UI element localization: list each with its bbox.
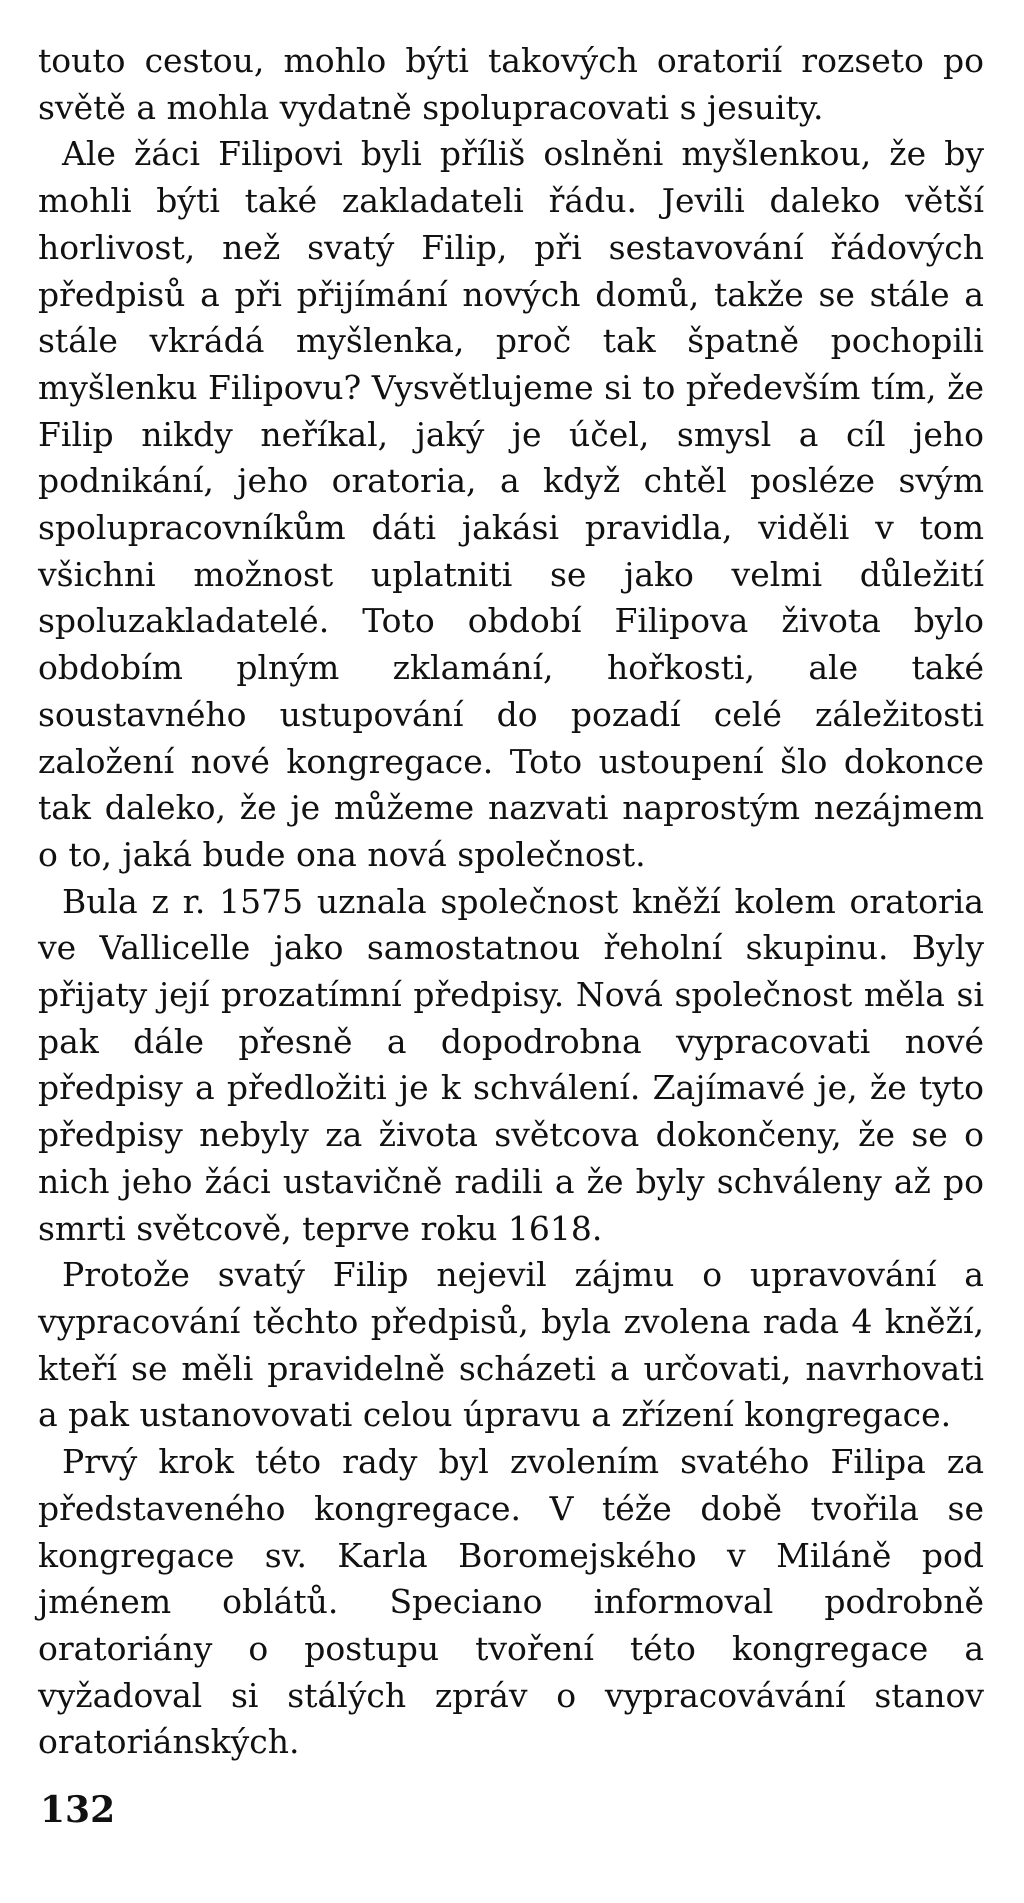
body-text xyxy=(38,38,984,1766)
page-number: 132 xyxy=(40,1789,116,1831)
paragraph-5: Prvý krok této rady byl zvolením svatého Filipa za představeného kongregace. V téže době tvořila se kongregace sv. Karla Boromejského v Miláně pod jménem oblátů. Speciano informoval podrobně oratoriány o postupu tvoření této kongregace a vyžadoval si stálých zpráv o vypracovávání stanov oratoriánských. xyxy=(38,1442,984,1762)
paragraph-4: Protože svatý Filip nejevil zájmu o upravování a vypracování těchto předpisů, byla zvolena rada 4 kněží, kteří se měli pravidelně scházeti a určovati, navrhovati a pak ustanovovati celou úpravu a zřízení kongregace. xyxy=(38,1255,984,1435)
paragraph-3: Bula z r. 1575 uznala společnost kněží kolem oratoria ve Vallicelle jako samostatnou řeholní skupinu. Byly přijaty její prozatímní předpisy. Nová společnost měla si pak dále přesně a dopodrobna vypracovati nové předpisy a předložiti je k schválení. Zajímavé je, že tyto předpisy nebyly za života světcova dokončeny, že se o nich jeho žáci ustavičně radili a že byly schváleny až po smrti světcově, teprve roku 1618. xyxy=(38,881,984,1248)
paragraph-2: Ale žáci Filipovi byli příliš oslněni myšlenkou, že by mohli býti také zakladateli řádu. Jevili daleko větší horlivost, než svatý Filip, při sestavování řádových předpisů a při přijímání nových domů, takže se stále a stále vkrádá myšlenka, proč tak špatně pochopili myšlenku Filipovu? Vysvětlujeme si to především tím, že Filip nikdy neříkal, jaký je účel, smysl a cíl jeho podnikání, jeho oratoria, a když chtěl posléze svým spolupracovníkům dáti jakási pravidla, viděli v tom všichni možnost uplatniti se jako velmi důležití spoluzakladatelé. Toto období Filipova života bylo obdobím plným zklamání, hořkosti, ale také soustavného ustupování do pozadí celé záležitosti založení nové kongregace. Toto ustoupení šlo dokonce tak daleko, že je můžeme nazvati naprostým nezájmem o to, jaká bude ona nová společnost. xyxy=(38,134,984,874)
paragraph-1: touto cestou, mohlo býti takových oratorií rozseto po světě a mohla vydatně spolupracovati s jesuity. xyxy=(38,41,984,127)
